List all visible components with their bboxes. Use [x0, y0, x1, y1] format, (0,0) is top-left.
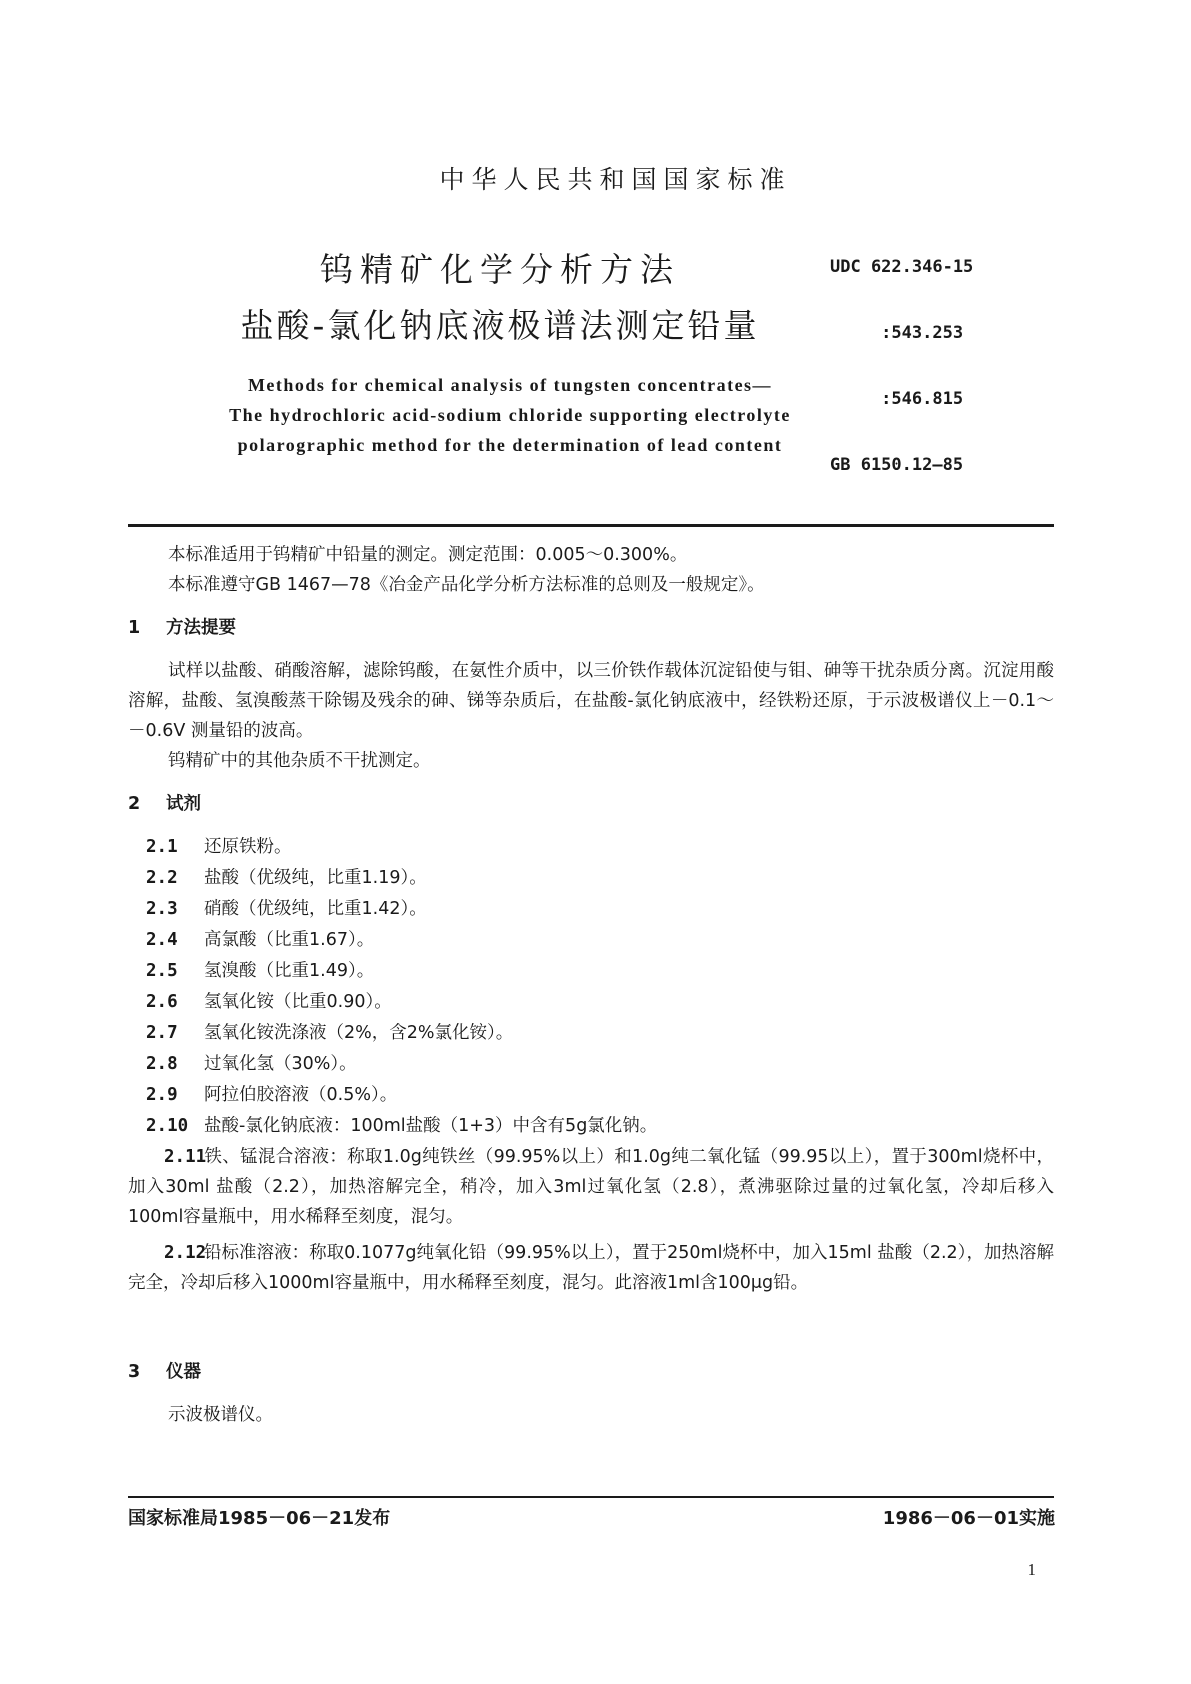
item-text: 硝酸（优级纯，比重1.42）。	[204, 899, 427, 919]
item-number: 2.11	[164, 1147, 207, 1167]
item-text: 高氯酸（比重1.67）。	[204, 930, 375, 950]
udc-line: :543.253	[830, 323, 964, 343]
gb-number: GB 6150.12—85	[830, 455, 964, 475]
udc-line: :546.815	[830, 389, 964, 409]
section-number: 3	[128, 1362, 141, 1382]
section-number: 2	[128, 794, 141, 814]
item-text: 还原铁粉。	[204, 837, 292, 857]
reagent-item	[146, 863, 427, 893]
section-3-paragraph: 示波极谱仪。	[168, 1405, 273, 1425]
english-title-line: Methods for chemical analysis of tungsten concentrates—	[247, 375, 773, 395]
page-number: 1	[1027, 1560, 1036, 1579]
item-number: 2.10	[146, 1116, 189, 1136]
reagent-item	[146, 894, 427, 924]
item-text: 盐酸-氯化钠底液：100ml盐酸（1+3）中含有5g氯化钠。	[204, 1116, 658, 1136]
section-title: 仪器	[166, 1362, 201, 1382]
section-1-note: 钨精矿中的其他杂质不干扰测定。	[168, 751, 431, 771]
reagent-item	[146, 1111, 657, 1141]
item-number: 2.8	[146, 1054, 178, 1074]
reagent-item-2-11	[128, 1142, 1054, 1232]
item-number: 2.2	[146, 868, 178, 888]
national-standard-heading: 中华人民共和国国家标准	[439, 165, 792, 194]
item-text: 氢溴酸（比重1.49）。	[204, 961, 375, 981]
section-3-heading	[128, 1358, 201, 1383]
item-text: 过氧化氢（30%）。	[204, 1054, 357, 1074]
reagent-item	[146, 1080, 397, 1110]
header-divider	[128, 524, 1054, 527]
english-title-line: The hydrochloric acid-sodium chloride supporting electrolyte	[229, 405, 791, 425]
item-text: 铅标准溶液：称取0.1077g纯氧化铅（99.95%以上），置于250ml烧杯中，加入15ml 盐酸（2.2），加热溶解完全，冷却后移入1000ml容量瓶中，用水稀释至刻度，混匀。此溶液1ml含100μg铅。	[128, 1243, 1054, 1293]
item-number: 2.12	[164, 1243, 207, 1263]
section-2-heading	[128, 790, 201, 815]
item-number: 2.1	[146, 837, 178, 857]
item-number: 2.5	[146, 961, 178, 981]
intro-compliance: 本标准遵守GB 1467—78《冶金产品化学分析方法标准的总则及一般规定》。	[168, 575, 765, 595]
item-number: 2.9	[146, 1085, 178, 1105]
item-number: 2.4	[146, 930, 178, 950]
section-1-paragraph: 试样以盐酸、硝酸溶解，滤除钨酸，在氨性介质中，以三价铁作载体沉淀铅使与钼、砷等干扰杂质分离。沉淀用酸溶解，盐酸、氢溴酸蒸干除锡及残余的砷、锑等杂质后，在盐酸-氯化钠底液中，经铁粉还原，于示波极谱仪上－0.1～－0.6V 测量铅的波高。	[128, 661, 1054, 741]
item-text: 阿拉伯胶溶液（0.5%）。	[204, 1085, 398, 1105]
section-1-heading	[128, 614, 236, 639]
item-text: 氢氧化铵（比重0.90）。	[204, 992, 392, 1012]
reagent-item-2-12	[128, 1238, 1054, 1298]
section-title: 方法提要	[166, 618, 236, 638]
english-title-line: polarographic method for the determination of lead content	[237, 435, 783, 455]
reagent-item	[146, 956, 374, 986]
english-title	[100, 370, 920, 460]
section-title: 试剂	[166, 794, 201, 814]
intro-scope: 本标准适用于钨精矿中铅量的测定。测定范围：0.005～0.300%。	[168, 545, 688, 565]
item-number: 2.3	[146, 899, 178, 919]
item-number: 2.6	[146, 992, 178, 1012]
document-title-line2: 盐酸-氯化钠底液极谱法测定铅量	[240, 306, 760, 345]
reagent-item	[146, 1018, 513, 1048]
item-number: 2.7	[146, 1023, 178, 1043]
reagent-item	[146, 987, 392, 1017]
section-number: 1	[128, 618, 141, 638]
issue-date: 国家标准局1985－06－21发布	[128, 1508, 391, 1529]
reagent-item	[146, 1049, 357, 1079]
udc-line: UDC 622.346-15	[830, 257, 974, 277]
item-text: 盐酸（优级纯，比重1.19）。	[204, 868, 427, 888]
reagent-item	[146, 925, 374, 955]
item-text: 铁、锰混合溶液：称取1.0g纯铁丝（99.95%以上）和1.0g纯二氧化锰（99.95以上），置于300ml烧杯中，加入30ml 盐酸（2.2），加热溶解完全，稍冷，加入3ml过氧化氢（2.8），煮沸驱除过量的过氧化氢，冷却后移入100ml容量瓶中，用水稀释至刻度，混匀。	[128, 1147, 1054, 1227]
document-title-line1: 钨精矿化学分析方法	[320, 250, 680, 289]
footer-divider	[128, 1496, 1054, 1498]
effective-date: 1986－06－01实施	[882, 1508, 1055, 1529]
reagent-item	[146, 832, 292, 862]
item-text: 氢氧化铵洗涤液（2%，含2%氯化铵）。	[204, 1023, 514, 1043]
